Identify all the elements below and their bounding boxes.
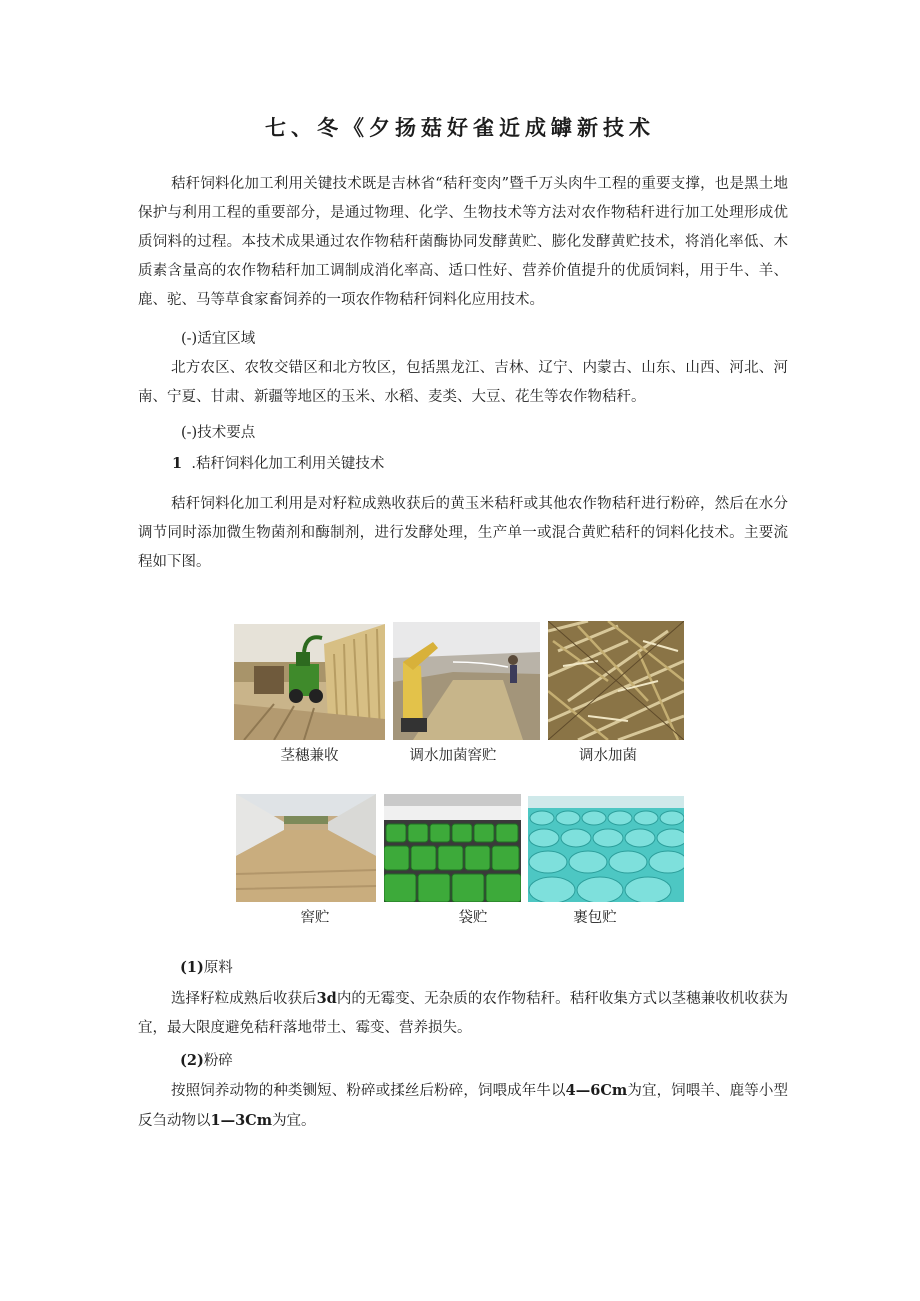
caption-pit: 窖贮	[300, 910, 330, 926]
crush-text-a: 按照饲养动物的种类铡短、粉碎或揉丝后粉碎，饲喂成年牛以	[171, 1083, 566, 1099]
caption-bag: 袋贮	[458, 910, 488, 926]
material-text-a: 选择籽粒成熟后收获后	[171, 991, 317, 1007]
region-paragraph: 北方农区、农牧交错区和北方牧区，包括黑龙江、吉林、辽宁、内蒙古、山东、山西、河北、河南、宁夏、甘肃、新疆等地区的玉米、水稻、麦类、大豆、花生等农作物秸秆。	[138, 360, 788, 405]
subsection-title: .秸秆饲料化加工利用关键技术	[191, 456, 385, 472]
caption-pit-storage-water: 调水加菌窖贮	[409, 748, 497, 764]
item2-label: (2)	[180, 1052, 204, 1069]
crush-paragraph	[138, 1076, 788, 1136]
item1-title: 原料	[203, 960, 233, 976]
crush-size-small: 1—3Cm	[210, 1112, 273, 1129]
photo-bag	[384, 794, 521, 902]
item1-label: (1)	[180, 959, 204, 976]
photo-harvest	[234, 624, 385, 740]
caption-harvest: 茎穗兼收	[280, 748, 339, 764]
page-title: 七、冬《夕扬菇好雀近成罅新技术	[265, 115, 655, 140]
material-text-c: 内的无霉变、无杂质的农作物秸秆。秸秆收集方式以茎穗兼收机收获为宜，最大限度避免秸秆落地带土、霉变、营养损失。	[138, 991, 789, 1036]
item1-heading	[180, 956, 233, 977]
photo-pit-storage-water	[393, 622, 540, 740]
section-heading-region: (-)适宜区域	[181, 331, 256, 347]
subsection-number: 1	[172, 455, 183, 472]
caption-wrap: 裹包贮	[573, 910, 617, 926]
crush-text-c: 为宜，饲喂羊、鹿等小型反刍动物以	[138, 1083, 789, 1129]
method-paragraph: 秸秆饲料化加工利用是对籽粒成熟收获后的黄玉米秸秆或其他农作物秸秆进行粉碎，然后在水分调节同时添加微生物菌剂和酶制剂，进行发酵处理，生产单一或混合黄贮秸秆的饲料化技术。主要流程如下图。	[138, 496, 788, 570]
section-heading-tech: (-)技术要点	[181, 425, 256, 441]
photo-straw-inoculant	[548, 621, 684, 740]
crush-text-e: 为宜。	[272, 1113, 316, 1129]
crush-size-cattle: 4—6Cm	[565, 1082, 628, 1099]
subsection-heading	[172, 452, 384, 473]
item2-title: 粉碎	[203, 1053, 233, 1069]
material-days: 3d	[316, 990, 337, 1007]
intro-paragraph: 秸秆饲料化加工利用关键技术既是吉林省“秸秆变肉”暨千万头肉牛工程的重要支撑，也是黑土地保护与利用工程的重要部分，是通过物理、化学、生物技术等方法对农作物秸秆进行加工处理形成优质饲料的过程。本技术成果通过农作物秸秆菌酶协同发酵黄贮、膨化发酵黄贮技术，将消化率低、木质素含量高的农作物秸秆加工调制成消化率高、适口性好、营养价值提升的优质饲料，用于牛、羊、鹿、驼、马等草食家畜饲养的一项农作物秸秆饲料化应用技术。	[138, 176, 788, 308]
photo-pit	[236, 794, 376, 902]
caption-straw-inoculant: 调水加菌	[579, 748, 637, 764]
item2-heading	[180, 1049, 233, 1070]
photo-wrap	[528, 796, 684, 902]
material-paragraph	[138, 984, 788, 1043]
